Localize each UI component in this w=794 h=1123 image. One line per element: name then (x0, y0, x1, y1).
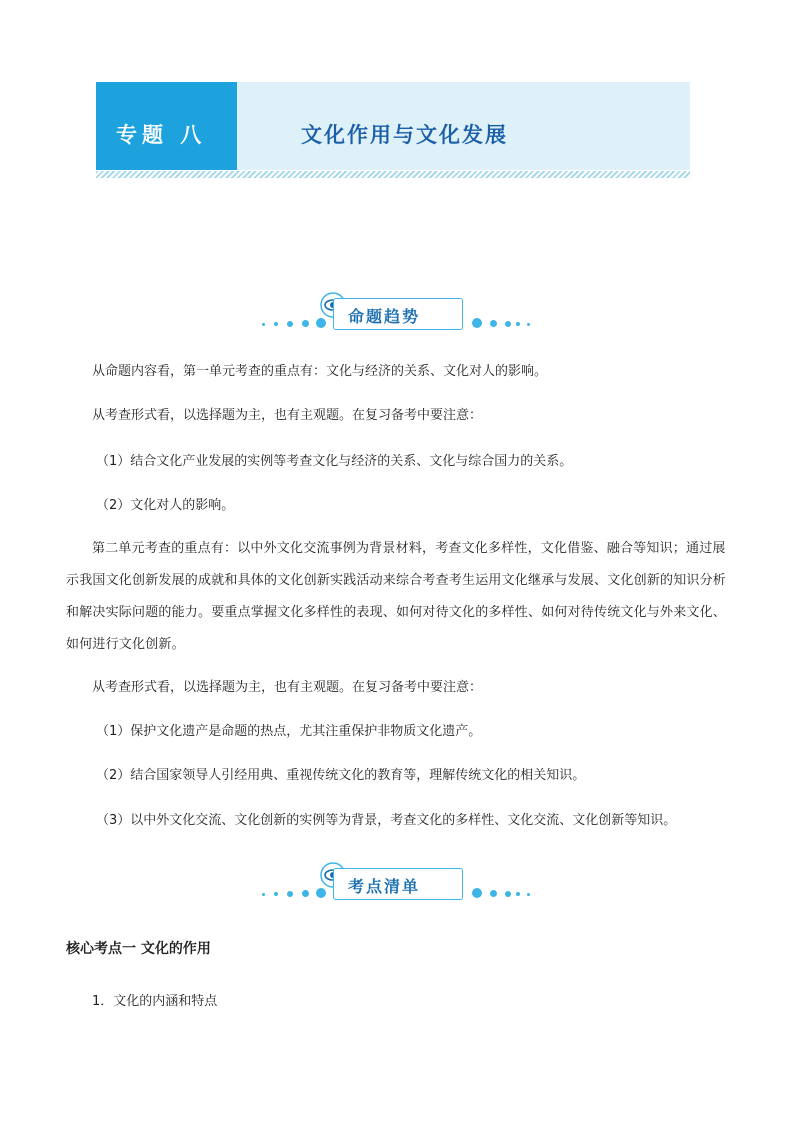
paragraph-multiline: 第二单元考查的重点有：以中外文化交流事例为背景材料，考查文化多样性，文化借鉴、融合等知识；通过展示我国文化创新发展的成就和具体的文化创新实践活动来综合考查考生运用文化继承与发展、文化创新的知识分析和解决实际问题的能力。要重点掌握文化多样性的表现、如何对待文化的多样性、如何对待传统文化与外来文化、如何进行文化创新。 (66, 541, 727, 652)
section-label-box (333, 868, 463, 900)
section-label-list: 考点清单 (348, 877, 421, 896)
list-item: （1）保护文化遗产是命题的热点，尤其注重保护非物质文化遗产。 (96, 724, 482, 739)
chapter-tag-block (96, 82, 237, 170)
paragraph: 从命题内容看，第一单元考查的重点有：文化与经济的关系、文化对人的影响。 (92, 364, 548, 379)
paragraph: 从考查形式看，以选择题为主，也有主观题。在复习备考中要注意： (92, 408, 483, 423)
section-badge-list (0, 862, 794, 906)
chapter-tag: 专题 八 (116, 122, 207, 147)
core-subheading: 1．文化的内涵和特点 (92, 994, 218, 1009)
banner-stripe (96, 171, 690, 178)
section-badge-trend (0, 292, 794, 336)
paragraph: 从考查形式看，以选择题为主，也有主观题。在复习备考中要注意： (92, 680, 483, 695)
section-label-box (333, 298, 463, 330)
list-item: （2）文化对人的影响。 (96, 498, 235, 513)
list-item: （2）结合国家领导人引经用典、重视传统文化的教育等，理解传统文化的相关知识。 (96, 768, 586, 783)
list-item: （3）以中外文化交流、文化创新的实例等为背景，考查文化的多样性、文化交流、文化创新等知识。 (96, 813, 677, 828)
chapter-title: 文化作用与文化发展 (301, 122, 508, 147)
core-heading: 核心考点一 文化的作用 (66, 941, 211, 957)
chapter-banner (96, 82, 690, 170)
list-item: （1）结合文化产业发展的实例等考查文化与经济的关系、文化与综合国力的关系。 (96, 454, 573, 469)
section-label-trend: 命题趋势 (348, 307, 421, 326)
